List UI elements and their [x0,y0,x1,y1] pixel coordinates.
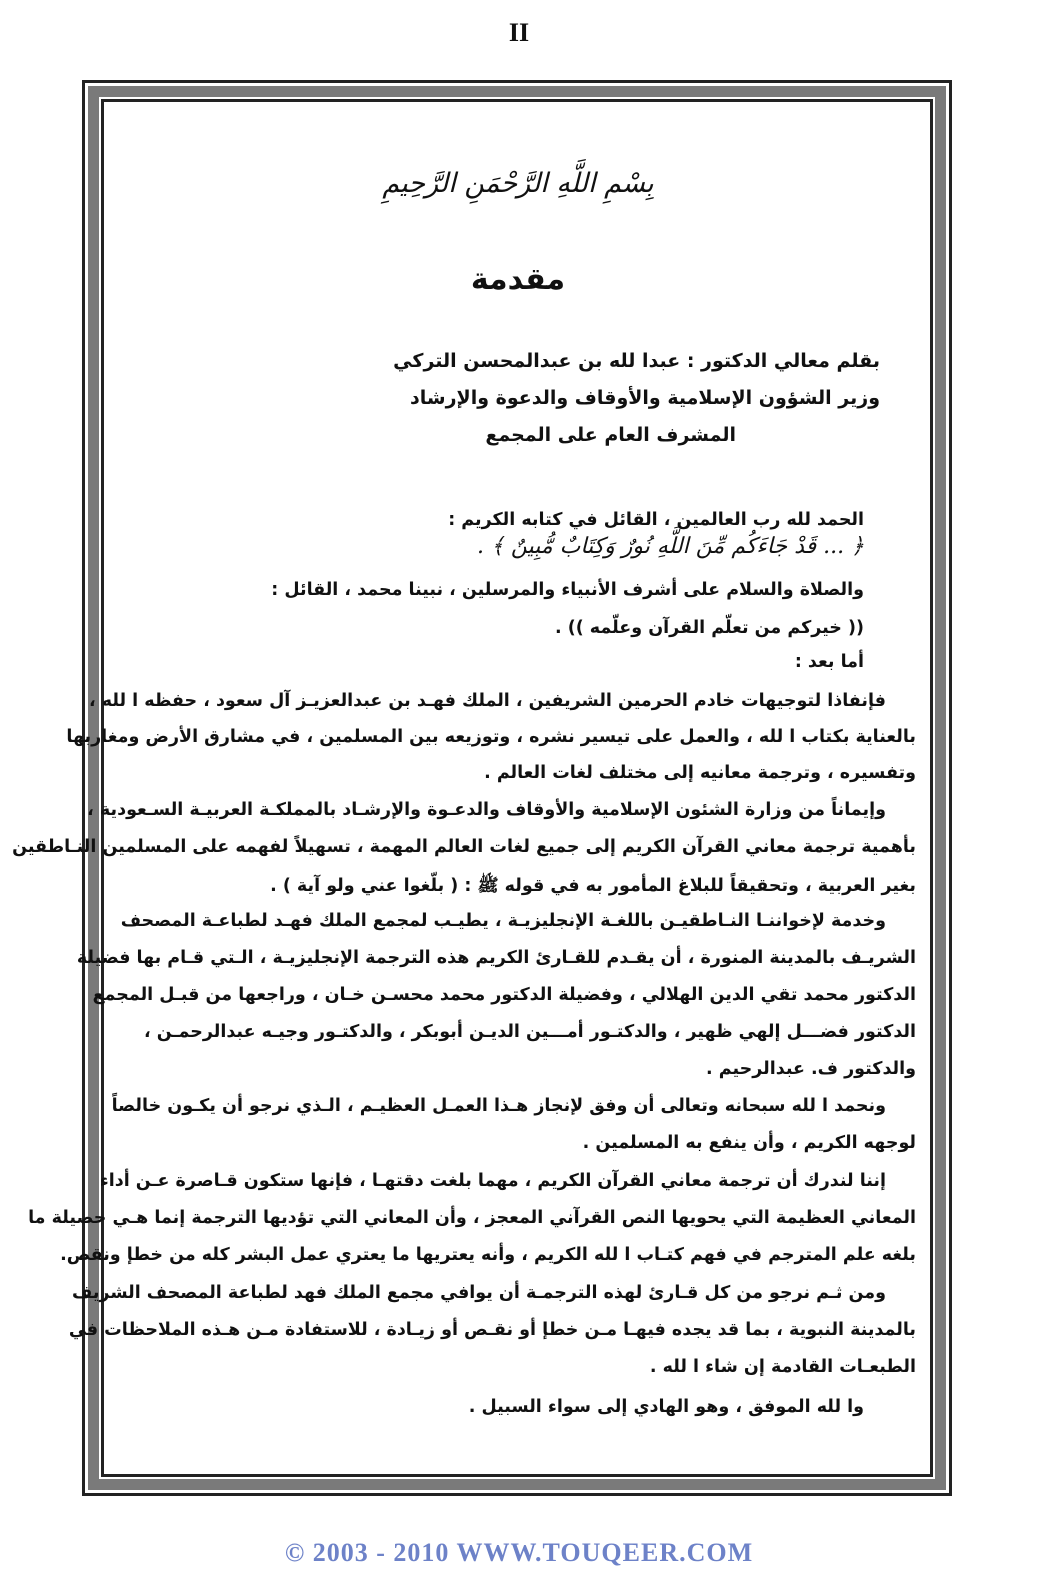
body-line: الدكتور فضـــل إلهي ظهير ، والدكتـور أمـــين الديـن أبوبكر ، والدكتـور وجيـه عبدالرحمـن ، [144,1022,916,1042]
body-line: الشريـف بالمدينة المنورة ، أن يقـدم للقـارئ الكريم هذه الترجمة الإنجليزيـة ، الـتي قـام بها فضيلة [76,948,916,968]
body-line: بالمدينة النبوية ، بما قد يجده فيهـا مـن خطإ أو نقـص أو زيـادة ، للاستفادة مـن هـذه الملاحظات في [68,1320,916,1340]
author-line: بقلم معالي الدكتور : عبدا لله بن عبدالمحسن التركي [393,350,880,372]
body-line: بأهمية ترجمة معاني القرآن الكريم إلى جميع لغات العالم المهمة ، تسهيلاً لفهمه على المسلمين النـاطقين [12,837,916,857]
closing-line: وا لله الموفق ، وهو الهادي إلى سواء السبيل . [468,1397,864,1417]
page-number: II [508,18,530,47]
body-line: الحمد لله رب العالمين ، القائل في كتابه الكريم : [448,510,864,530]
author-line: المشرف العام على المجمع [485,424,736,446]
body-line: والدكتور ف. عبدالرحيم . [706,1059,916,1079]
body-line: والصلاة والسلام على أشرف الأنبياء والمرسلين ، نبينا محمد ، القائل : [271,580,864,600]
body-line: ونحمد ا لله سبحانه وتعالى أن وفق لإنجاز هـذا العمـل العظيـم ، الـذي نرجو أن يكـون خالصاً [111,1096,886,1116]
body-line: ومن ثـم نرجو من كل قـارئ لهذه الترجمـة أن يوافي مجمع الملك فهد لطباعة المصحف الشريف [72,1283,886,1303]
body-line: بلغه علم المترجم في فهم كتـاب ا لله الكريم ، وأنه يعتريها ما يعتري عمل البشر كله من خطإ ونقص. [60,1245,916,1265]
body-line: الطبعـات القادمة إن شاء ا لله . [649,1357,916,1377]
body-line: وخدمة لإخواننـا النـاطقيـن باللغـة الإنجليزيـة ، يطيـب لمجمع الملك فهـد لطباعـة المصحف [120,911,886,931]
page-title: مقدمة [470,262,566,297]
page-border-inner [101,99,933,1477]
author-line: وزير الشؤون الإسلامية والأوقاف والدعوة والإرشاد [410,387,880,409]
body-line: وإيماناً من وزارة الشئون الإسلامية والأوقاف والدعـوة والإرشـاد بالمملكـة العربيـة السـعودية ، [87,800,886,820]
body-line: لوجهه الكريم ، وأن ينفع به المسلمين . [582,1133,916,1153]
body-line: إننا لندرك أن ترجمة معاني القرآن الكريم ، مهما بلغت دقتهـا ، فإنها ستكون قـاصرة عـن أداء [99,1171,886,1191]
body-line: الدكتور محمد تقي الدين الهلالي ، وفضيلة الدكتور محمد محسـن خـان ، وراجعها من قبـل المجمع [92,985,916,1005]
body-line: بغير العربية ، وتحقيقاً للبلاغ المأمور به في قوله ﷺ : ( بلّغوا عني ولو آية ) . [270,876,916,896]
quran-verse: ﴿ ... قَدْ جَاءَكُم مِّنَ اللَّهِ نُورٌ وَكِتَابٌ مُّبِينٌ ﴾ . [476,534,864,559]
body-line: بالعناية بكتاب ا لله ، والعمل على تيسير نشره ، وتوزيعه بين المسلمين ، في مشارق الأرض ومغاربها [66,727,916,747]
body-line: فإنفاذا لتوجيهات خادم الحرمين الشريفين ، الملك فهـد بن عبدالعزيـز آل سعود ، حفظه ا لله ، [89,691,886,711]
body-line: وتفسيره ، وترجمة معانيه إلى مختلف لغات العالم . [484,763,916,783]
copyright-footer: © 2003 - 2010 WWW.TOUQEER.COM [284,1538,754,1567]
basmala: بِسْمِ اللَّهِ الرَّحْمَنِ الرَّحِيمِ [382,168,654,199]
body-line: المعاني العظيمة التي يحويها النص القرآني المعجز ، وأن المعاني التي تؤديها الترجمة إنما هـي حصيلة ما [28,1208,916,1228]
hadith-quote: (( خيركم من تعلّم القرآن وعلّمه )) . [554,618,864,638]
body-line: أما بعد : [794,652,864,672]
